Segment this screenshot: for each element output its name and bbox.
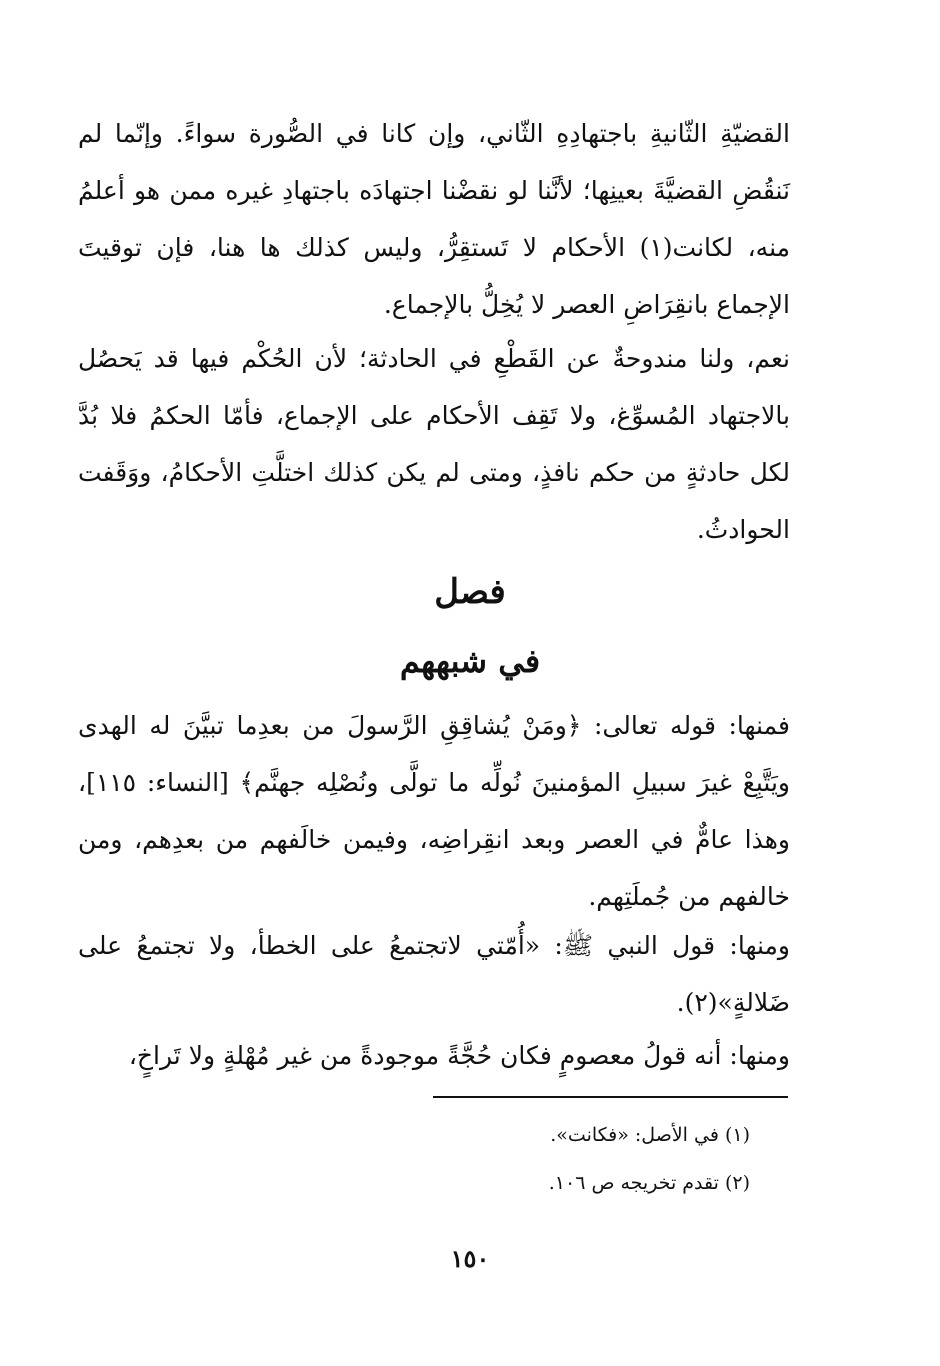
paragraph-1 bbox=[78, 105, 790, 333]
paragraph-2 bbox=[78, 330, 790, 558]
paragraph-5-text: ومنها: أنه قولُ معصومٍ فكان حُجَّةً موجودةً من غير مُهْلةٍ ولا تَراخٍ، bbox=[128, 1041, 790, 1070]
paragraph-1-text: القضيّةِ الثّانيةِ باجتهادِهِ الثّاني، وإن كانا في الصُّورة سواءً. وإنّما لم نَنقُضِ القضيَّةَ بعينِها؛ لأنَّنا لو نقضْنا اجتهادَه باجتهادِ غيره ممن هو أعلمُ منه، لكانت(١) الأحكام لا تَستقِرُّ، وليس كذلك ها هنا، فإن توقيتَ الإجماع بانقِرَاضِ العصر لا يُخِلُّ بالإجماع. bbox=[78, 119, 790, 319]
section-heading: فصل bbox=[434, 572, 506, 612]
paragraph-2-text: نعم، ولنا مندوحةٌ عن القَطْعِ في الحادثة؛ لأن الحُكْم فيها قد يَحصُل بالاجتهاد المُسوِّغ، ولا تَقِف الأحكام على الإجماع، فأمّا الحكمُ فلا بُدَّ لكل حادثةٍ من حكم نافذٍ، ومتى لم يكن كذلك اختلَّتِ الأحكامُ، ووَقَفت الحوادثُ. bbox=[78, 344, 790, 544]
subsection-heading: في شبههم bbox=[399, 642, 541, 680]
paragraph-4-text: ومنها: قول النبي ﷺ: «أُمّتي لاتجتمعُ على الخطأ، ولا تجتمعُ على ضَلالةٍ»(٢). bbox=[78, 931, 790, 1017]
footnote-2: (٢) تقدم تخريجه ص ١٠٦. bbox=[548, 1172, 750, 1194]
paragraph-3-text: فمنها: قوله تعالى: ﴿ومَنْ يُشاقِقِ الرَّسولَ من بعدِما تبيَّنَ له الهدى ويَتَّبِعْ غيرَ سبيلِ المؤمنينَ نُولِّه ما تولَّى ونُصْلِه جهنَّم﴾ [النساء: ١١٥]، وهذا عامٌّ في العصر وبعد انقِراضِه، وفيمن خالَفهم من بعدِهم، ومن خالفهم من جُملَتِهم. bbox=[78, 711, 791, 911]
paragraph-4 bbox=[78, 917, 790, 1031]
footnote-1: (١) في الأصل: «فكانت». bbox=[550, 1124, 750, 1146]
page-number: ١٥٠ bbox=[450, 1244, 490, 1273]
paragraph-3 bbox=[78, 697, 790, 925]
paragraph-5 bbox=[78, 1027, 790, 1084]
footnote-separator bbox=[433, 1096, 788, 1098]
